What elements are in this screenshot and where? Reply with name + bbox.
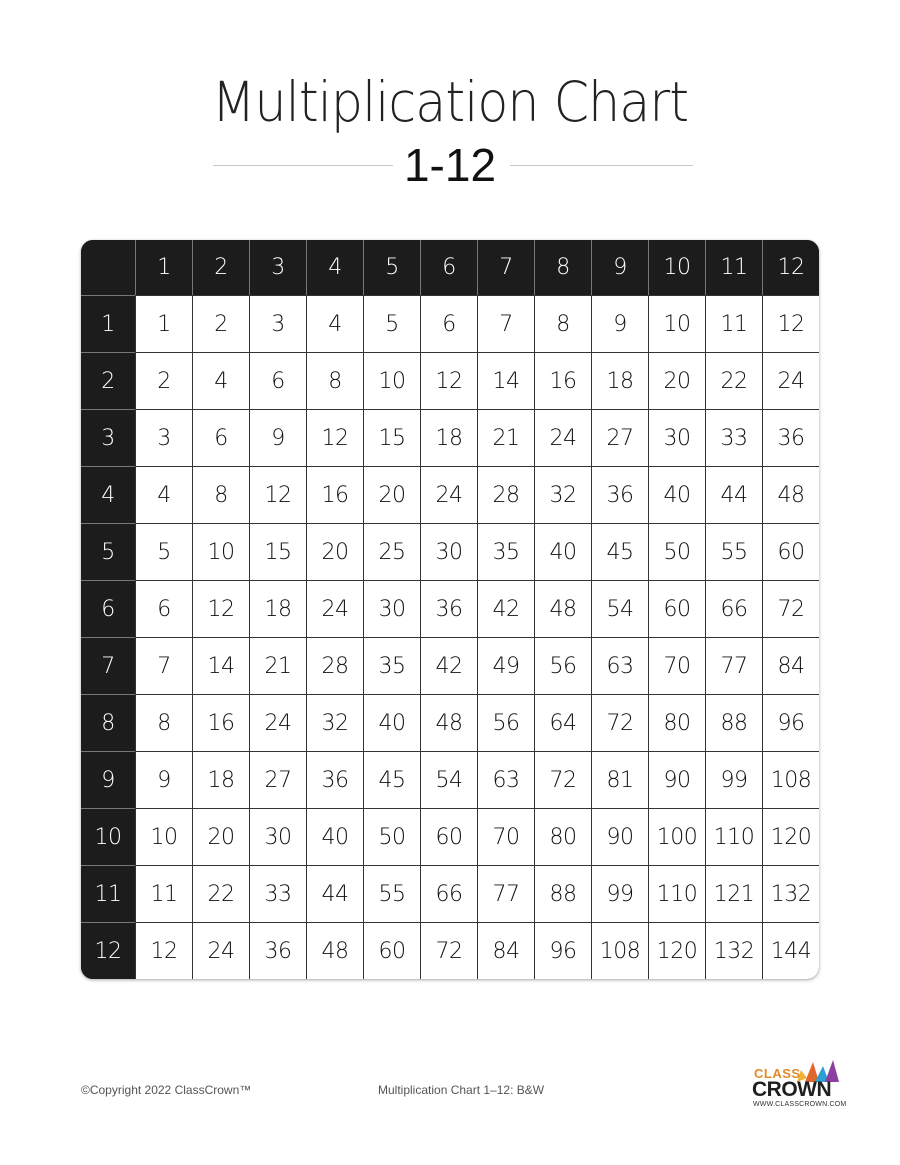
table-cell: 24 (420, 466, 477, 523)
table-cell: 110 (705, 808, 762, 865)
table-cell: 3 (249, 295, 306, 352)
table-cell: 18 (420, 409, 477, 466)
row-header: 12 (81, 922, 135, 979)
table-cell: 14 (477, 352, 534, 409)
table-cell: 44 (306, 865, 363, 922)
table-cell: 28 (306, 637, 363, 694)
table-cell: 8 (135, 694, 192, 751)
row-header: 10 (81, 808, 135, 865)
table-cell: 42 (420, 637, 477, 694)
table-cell: 132 (762, 865, 819, 922)
table-cell: 44 (705, 466, 762, 523)
table-cell: 5 (363, 295, 420, 352)
table-cell: 110 (648, 865, 705, 922)
table-cell: 20 (363, 466, 420, 523)
table-cell: 15 (363, 409, 420, 466)
table-corner (81, 240, 135, 295)
table-cell: 16 (192, 694, 249, 751)
column-header: 7 (477, 240, 534, 295)
table-cell: 108 (762, 751, 819, 808)
table-cell: 25 (363, 523, 420, 580)
table-cell: 77 (705, 637, 762, 694)
logo-class-text: CLASS (754, 1066, 801, 1081)
table-cell: 72 (591, 694, 648, 751)
column-header: 3 (249, 240, 306, 295)
table-cell: 50 (363, 808, 420, 865)
table-cell: 60 (420, 808, 477, 865)
table-cell: 10 (135, 808, 192, 865)
table-cell: 32 (306, 694, 363, 751)
table-cell: 70 (648, 637, 705, 694)
table-cell: 72 (762, 580, 819, 637)
row-header: 5 (81, 523, 135, 580)
table-cell: 42 (477, 580, 534, 637)
row-header: 2 (81, 352, 135, 409)
table-cell: 80 (648, 694, 705, 751)
table-cell: 32 (534, 466, 591, 523)
table-cell: 120 (762, 808, 819, 865)
table-cell: 12 (135, 922, 192, 979)
table-cell: 54 (420, 751, 477, 808)
table-cell: 7 (477, 295, 534, 352)
column-header: 8 (534, 240, 591, 295)
table-cell: 33 (249, 865, 306, 922)
table-cell: 48 (420, 694, 477, 751)
row-header: 8 (81, 694, 135, 751)
table-cell: 35 (363, 637, 420, 694)
table-cell: 6 (192, 409, 249, 466)
table-cell: 45 (363, 751, 420, 808)
table-cell: 7 (135, 637, 192, 694)
table-cell: 33 (705, 409, 762, 466)
table-cell: 18 (249, 580, 306, 637)
table-cell: 63 (591, 637, 648, 694)
table-cell: 27 (591, 409, 648, 466)
column-header: 4 (306, 240, 363, 295)
table-cell: 55 (705, 523, 762, 580)
table-cell: 8 (192, 466, 249, 523)
table-cell: 30 (420, 523, 477, 580)
table-cell: 8 (534, 295, 591, 352)
table-cell: 121 (705, 865, 762, 922)
table-cell: 36 (420, 580, 477, 637)
table-cell: 66 (420, 865, 477, 922)
table-cell: 90 (591, 808, 648, 865)
table-cell: 88 (534, 865, 591, 922)
table-cell: 12 (249, 466, 306, 523)
table-cell: 6 (249, 352, 306, 409)
table-cell: 15 (249, 523, 306, 580)
table-cell: 4 (135, 466, 192, 523)
table-cell: 16 (306, 466, 363, 523)
table-cell: 36 (249, 922, 306, 979)
table-cell: 48 (534, 580, 591, 637)
table-cell: 9 (249, 409, 306, 466)
table-cell: 2 (192, 295, 249, 352)
table-cell: 20 (192, 808, 249, 865)
table-cell: 20 (648, 352, 705, 409)
table-cell: 22 (705, 352, 762, 409)
table-cell: 80 (534, 808, 591, 865)
table-cell: 4 (306, 295, 363, 352)
table-cell: 27 (249, 751, 306, 808)
copyright-text: ©Copyright 2022 ClassCrown™ (81, 1083, 252, 1097)
table-cell: 50 (648, 523, 705, 580)
table-cell: 60 (762, 523, 819, 580)
column-header: 10 (648, 240, 705, 295)
table-cell: 96 (762, 694, 819, 751)
table-cell: 12 (762, 295, 819, 352)
table-cell: 77 (477, 865, 534, 922)
table-cell: 40 (648, 466, 705, 523)
table-cell: 10 (648, 295, 705, 352)
table-cell: 60 (648, 580, 705, 637)
row-header: 3 (81, 409, 135, 466)
table-cell: 16 (534, 352, 591, 409)
table-cell: 2 (135, 352, 192, 409)
table-cell: 56 (477, 694, 534, 751)
table-cell: 24 (762, 352, 819, 409)
table-cell: 3 (135, 409, 192, 466)
table-cell: 66 (705, 580, 762, 637)
table-cell: 132 (705, 922, 762, 979)
table-cell: 96 (534, 922, 591, 979)
table-cell: 84 (762, 637, 819, 694)
table-cell: 14 (192, 637, 249, 694)
row-header: 6 (81, 580, 135, 637)
logo-url-text: WWW.CLASSCROWN.COM (753, 1101, 847, 1108)
table-cell: 18 (192, 751, 249, 808)
table-cell: 24 (249, 694, 306, 751)
multiplication-table (81, 240, 819, 979)
table-cell: 21 (477, 409, 534, 466)
table-cell: 40 (363, 694, 420, 751)
table-cell: 55 (363, 865, 420, 922)
column-header: 12 (762, 240, 819, 295)
table-cell: 9 (135, 751, 192, 808)
table-cell: 40 (534, 523, 591, 580)
column-header: 11 (705, 240, 762, 295)
title-rule-right (510, 165, 693, 166)
column-header: 1 (135, 240, 192, 295)
table-cell: 4 (192, 352, 249, 409)
table-cell: 6 (420, 295, 477, 352)
table-cell: 12 (306, 409, 363, 466)
table-cell: 30 (249, 808, 306, 865)
table-cell: 144 (762, 922, 819, 979)
table-cell: 28 (477, 466, 534, 523)
row-header: 7 (81, 637, 135, 694)
table-cell: 84 (477, 922, 534, 979)
table-cell: 8 (306, 352, 363, 409)
table-cell: 36 (762, 409, 819, 466)
table-cell: 99 (591, 865, 648, 922)
table-cell: 20 (306, 523, 363, 580)
table-cell: 49 (477, 637, 534, 694)
title-rule-left (213, 165, 393, 166)
row-header: 9 (81, 751, 135, 808)
table-cell: 48 (762, 466, 819, 523)
table-cell: 90 (648, 751, 705, 808)
row-header: 1 (81, 295, 135, 352)
row-header: 4 (81, 466, 135, 523)
table-cell: 45 (591, 523, 648, 580)
table-cell: 81 (591, 751, 648, 808)
table-cell: 9 (591, 295, 648, 352)
table-cell: 10 (363, 352, 420, 409)
table-cell: 54 (591, 580, 648, 637)
document-name: Multiplication Chart 1–12: B&W (378, 1083, 545, 1097)
table-cell: 40 (306, 808, 363, 865)
table-cell: 11 (705, 295, 762, 352)
table-cell: 88 (705, 694, 762, 751)
table-cell: 5 (135, 523, 192, 580)
table-cell: 12 (192, 580, 249, 637)
column-header: 9 (591, 240, 648, 295)
page-subtitle: 1-12 (403, 139, 497, 191)
table-cell: 6 (135, 580, 192, 637)
table-cell: 72 (534, 751, 591, 808)
column-header: 6 (420, 240, 477, 295)
table-cell: 64 (534, 694, 591, 751)
table-cell: 35 (477, 523, 534, 580)
table-cell: 22 (192, 865, 249, 922)
table-cell: 72 (420, 922, 477, 979)
table-cell: 30 (648, 409, 705, 466)
table-cell: 12 (420, 352, 477, 409)
table-cell: 1 (135, 295, 192, 352)
table-cell: 36 (591, 466, 648, 523)
table-cell: 36 (306, 751, 363, 808)
logo-crown-text: CROWN (752, 1078, 832, 1101)
page-title: Multiplication Chart (211, 70, 689, 134)
column-header: 5 (363, 240, 420, 295)
table-cell: 24 (306, 580, 363, 637)
table-cell: 24 (534, 409, 591, 466)
table-cell: 21 (249, 637, 306, 694)
table-cell: 108 (591, 922, 648, 979)
table-cell: 24 (192, 922, 249, 979)
classcrown-logo (752, 1058, 847, 1113)
table-cell: 30 (363, 580, 420, 637)
table-cell: 100 (648, 808, 705, 865)
table-cell: 63 (477, 751, 534, 808)
table-cell: 99 (705, 751, 762, 808)
table-cell: 18 (591, 352, 648, 409)
table-cell: 120 (648, 922, 705, 979)
table-cell: 60 (363, 922, 420, 979)
column-header: 2 (192, 240, 249, 295)
table-cell: 10 (192, 523, 249, 580)
table-cell: 56 (534, 637, 591, 694)
table-cell: 48 (306, 922, 363, 979)
table-cell: 11 (135, 865, 192, 922)
row-header: 11 (81, 865, 135, 922)
table-cell: 70 (477, 808, 534, 865)
